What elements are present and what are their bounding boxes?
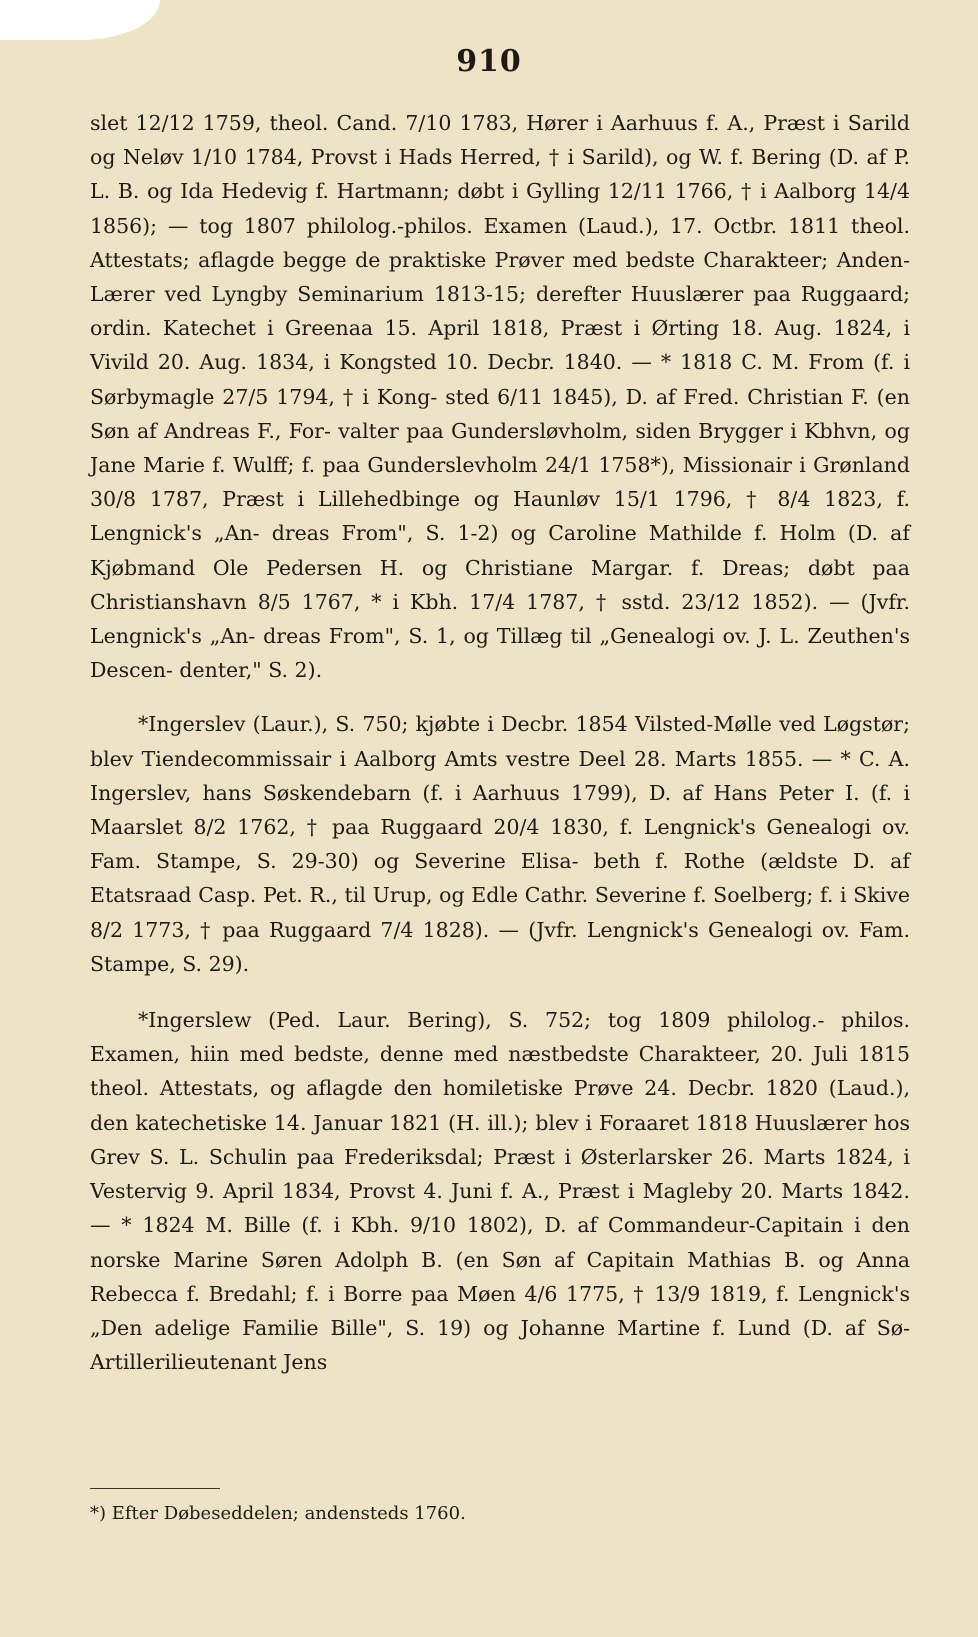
text-line: 26. Marts 1824, i Vestervig 9. April 1834, Provst 4. Juni f. A., Præst — [90, 1144, 910, 1204]
text-line: paa Møen 4/6 1775, † 13/9 1819, f. Lengnick's „Den adelige Familie Bille", — [90, 1281, 910, 1340]
text-line: dreas From", S. 1-2) og Caroline Mathilde f. Holm (D. af Kjøbmand — [90, 521, 910, 580]
text-line: 8/5 1767, * i Kbh. 17/4 1787, † sstd. 23/12 1852). — (Jvfr. Lengnick's „An- — [90, 589, 910, 649]
text-line: denter," S. 2). — [179, 658, 323, 683]
text-line: 1815 theol. Attestats, og aflagde den homiletiske Prøve 24. Decbr. 1820 — [90, 1042, 910, 1101]
text-line: Huuslærer hos Grev S. L. Schulin paa Frederiksdal; Præst i Østerlarsker — [90, 1110, 910, 1169]
page-number: 910 — [456, 44, 522, 79]
entry-ingerslew-ped-laur-bering — [90, 1003, 910, 1379]
text-line: Huuslærer paa Ruggaard; ordin. Katechet i Greenaa 15. April 1818, Præst — [90, 282, 910, 341]
text-line: 1855. — * C. A. Ingerslev, hans Søskendebarn (f. i Aarhuus 1799), — [90, 746, 911, 805]
text-line: f. Bering (D. af P. L. B. og Ida Hedevig f. Hartmann; døbt i Gylling — [90, 145, 910, 204]
text-line: med bedste Charakteer; Anden-Lærer ved Lyngby Seminarium 1813-15; derefter — [90, 247, 910, 307]
text-line: Ole Pedersen H. og Christiane Margar. f. Dreas; døbt paa Christianshavn — [90, 555, 911, 614]
text-line: f. Lengnick's Genealogi ov. Fam. Stampe, S. 29-30) og Severine Elisa- — [90, 815, 910, 874]
text-line: (Laud.), den katechetiske 14. Januar 1821 (H. ill.); blev i Foraaret 1818 — [90, 1076, 910, 1135]
text-line: i Magleby 20. Marts 1842. — * 1824 M. Bille (f. i Kbh. 9/10 1802), — [90, 1179, 910, 1238]
page-corner-mark — [0, 0, 160, 40]
text-line: beth f. Rothe (ældste D. af Etatsraad Casp. Pet. R., til Urup, og Edle — [90, 849, 910, 908]
footnote: *) Efter Døbeseddelen; andensteds 1760. — [90, 1503, 466, 1524]
text-line: philos. Examen, hiin med bedste, denne med næstbedste Charakteer, 20. Juli — [90, 1008, 910, 1067]
text-line: (Laud.), 17. Octbr. 1811 theol. Attestats; aflagde begge de praktiske Prøver — [90, 213, 910, 272]
text-line: *Ingerslew (Ped. Laur. Bering), S. 752; tog 1809 philolog.- — [138, 1008, 842, 1033]
text-line: sted 6/11 1845), D. af Fred. Christian F. (en Søn af Andreas F., For- — [90, 384, 910, 443]
text-line: D. af Hans Peter I. (f. i Maarslet 8/2 1762, † paa Ruggaard 20/4 1830, — [90, 780, 911, 840]
text-line: D. af Commandeur-Capitain i den norske Marine Søren Adolph B. (en — [90, 1213, 911, 1272]
text-line: Wulff; f. paa Gunderslevholm 24/1 1758*), Missionair i Grønland 30/8 1787, — [90, 453, 911, 512]
text-line: Søn af Capitain Mathias B. og Anna Rebecca f. Bredahl; f. i Borre — [90, 1247, 910, 1306]
text-line: Cathr. Severine f. Soelberg; f. i Skive 8/2 1773, † paa Ruggaard 7/4 — [90, 883, 911, 942]
text-line: *Ingerslev (Laur.), S. 750; kjøbte i Decbr. 1854 Vilsted-Mølle — [138, 712, 780, 737]
entry-ingerslev-laur — [90, 707, 910, 981]
text-line: S. 19) og Johanne Martine f. Lund (D. af Sø-Artillerilieutenant Jens — [90, 1315, 911, 1375]
text-line: dreas From", S. 1, og Tillæg til „Genealogi ov. J. L. Zeuthen's Descen- — [90, 624, 910, 683]
text-line: 1828). — (Jvfr. Lengnick's Genealogi ov. Fam. Stampe, S. 29). — [90, 917, 911, 976]
text-line: i Ørting 18. Aug. 1824, i Vivild 20. Aug. 1834, i Kongsted 10. Decbr. — [90, 316, 910, 375]
text-line: Præst i Lillehedbinge og Haunløv 15/1 1796, † 8/4 1823, f. Lengnick's „An- — [90, 487, 910, 546]
paragraph-continuation — [90, 106, 910, 687]
text-line: valter paa Gundersløvholm, siden Brygger i Kbhvn, og Jane Marie f. — [90, 418, 910, 478]
body-text — [90, 106, 910, 1379]
text-line: slet 12/12 1759, theol. Cand. 7/10 1783, Hører i Aarhuus f. A., Præst i — [90, 111, 848, 135]
text-line: Sarild og Neløv 1/10 1784, Provst i Hads Herred, † i Sarild), og W. — [90, 111, 910, 170]
text-line: ved Løgstør; blev Tiendecommissair i Aalborg Amts vestre Deel 28. Marts — [90, 712, 910, 771]
footnote-rule — [90, 1488, 220, 1489]
text-line: 12/11 1766, † i Aalborg 14/4 1856); — tog 1807 philolog.-philos. Examen — [90, 179, 910, 238]
text-line: 1840. — * 1818 C. M. From (f. i Sørbymagle 27/5 1794, † i Kong- — [90, 350, 910, 409]
